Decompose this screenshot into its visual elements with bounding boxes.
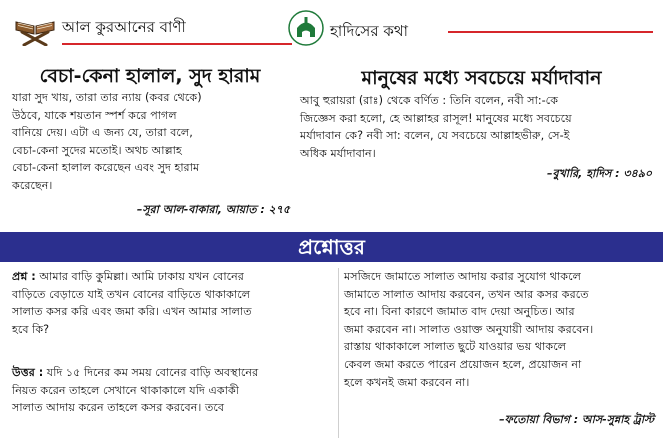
hadith-line: মর্যাদাবান কে? নবী সা: বলেন, যে সবচেয়ে আল্লাহভীরু, সে-ই [300, 129, 570, 143]
quran-citation: –সূরা আল-বাকারা, আয়াত : ২৭৫ [136, 203, 290, 216]
qa-line: প্রশ্ন : আমার বাড়ি কুমিল্লা। আমি ঢাকায় যখন বোনের [12, 270, 244, 283]
qa-spacer [12, 338, 332, 356]
quran-line: বানিয়ে দেয়। এটা এ জন্য যে, তারা বলে, [12, 126, 193, 140]
qa-line: নিয়ত করেন তাহলে সেখানে থাকাকালে যদি একাকী [12, 383, 239, 397]
qa-line: হলে কখনই জমা করবেন না। [344, 375, 470, 389]
qa-citation: –ফতোয়া বিভাগ : আস-সুন্নাহ ট্রাস্ট [499, 413, 654, 426]
column-divider [338, 268, 339, 438]
quran-headline: বেচা-কেনা হালাল, সুদ হারাম [39, 65, 261, 87]
qa-line: সালাত কসর করি এবং জমা করি। এখন আমার সালাত [12, 305, 252, 319]
qa-line: সালাত আদায় করেন তাহলে কসর করবেন। তবে [12, 401, 225, 415]
hadith-line: আবু হুরায়রা (রাঃ) থেকে বর্ণিত : তিনি বলেন, নবী সা:-কে [300, 94, 559, 107]
answer-label: উত্তর : [12, 365, 44, 379]
quran-line: বেচা-কেনা সুদের মতোই। অথচ আল্লাহ [12, 143, 182, 157]
hadith-line: অধিক মর্যাদাবান। [300, 146, 376, 160]
quran-line: উঠবে, যাকে শয়তান স্পর্শ করে পাগল [12, 108, 177, 122]
qa-line: উত্তর : যদি ১৫ দিনের কম সময় বোনের বাড়ি অবস্থানের [12, 365, 259, 379]
quran-stand-icon [12, 12, 58, 46]
hadith-headline: মানুষের মধ্যে সবচেয়ে মর্যাদাবান [361, 67, 602, 89]
hadith-title-rule [448, 31, 653, 33]
hadith-section [300, 0, 663, 228]
qa-band-title: প্রশ্নোত্তর [298, 235, 365, 259]
quran-line: বেচা-কেনা হালাল করেছেন এবং সুদ হারাম [12, 161, 200, 175]
hadith-section-title: হাদিসের কথা [330, 22, 408, 40]
hadith-text [300, 92, 660, 162]
qa-line: জমা করবেন না। সালাত ওয়াক্ত অনুযায়ী আদায় করবেন। [344, 322, 594, 336]
qa-left-column [12, 268, 332, 417]
quran-verse [12, 89, 298, 195]
qa-line: কেবল জমা করতে পারেন প্রয়োজন হলে, প্রয়োজন না [344, 357, 582, 371]
qa-line: হবে না। বিনা কারণে জামাত বাদ দেয়া অনুচিত। আর [344, 305, 575, 319]
qa-line: বাড়িতে বেড়াতে যাই তখন বোনের বাড়িতে থাকাকালে [12, 287, 251, 301]
quran-line: যারা সুদ খায়, তারা তার ন্যায় (কবর থেকে) [12, 91, 202, 104]
question-label: প্রশ্ন : [12, 270, 36, 283]
quran-line: করেছেন। [12, 178, 53, 192]
quran-section [0, 0, 300, 228]
qa-band [0, 232, 663, 262]
qa-line: রাস্তায় থাকাকালে সালাত ছুটে যাওয়ার ভয় থাকলে [344, 340, 567, 354]
quran-section-title: আল কুরআনের বাণী [62, 18, 186, 36]
hadith-line: জিজ্ঞেস করা হলো, হে আল্লাহর রাসূল! মানুষের মধ্যে সবচেয়ে [300, 111, 572, 125]
qa-line: হবে কি? [12, 322, 50, 336]
qa-line: জামাতে সালাত আদায় করবেন, তখন আর কসর করতে [344, 287, 589, 301]
qa-right-column [344, 268, 656, 391]
qa-line: মসজিদে জামাতে সালাত আদায় করার সুযোগ থাকলে [344, 270, 581, 283]
mosque-icon [288, 10, 324, 46]
quran-title-rule [62, 43, 292, 45]
hadith-citation: –বুখারি, হাদিস : ৩৪৯০ [546, 167, 652, 180]
